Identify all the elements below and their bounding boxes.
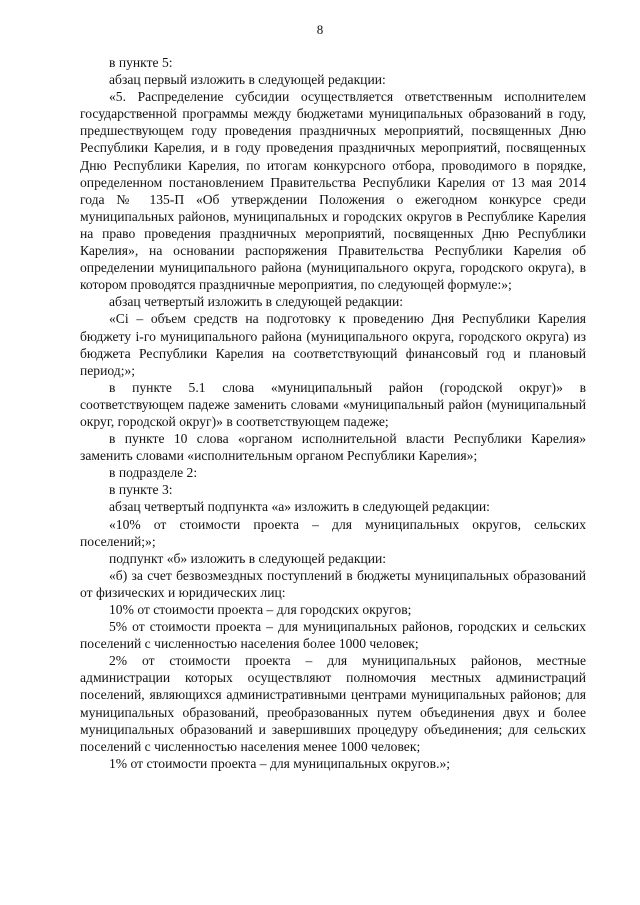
paragraph: «10% от стоимости проекта – для муниципальных округов, сельских поселений;»; [80, 516, 586, 549]
paragraph: 10% от стоимости проекта – для городских округов; [109, 602, 412, 617]
paragraph: абзац четвертый подпункта «а» изложить в следующей редакции: [109, 499, 490, 515]
paragraph: 2% от стоимости проекта – для муниципальных районов, местные администрации которых осуществляют полномочия местных администраций поселений, являющихся административными центрами муниципальных районов; для муниципальных образований, преобразованных путем объединения двух и более муниципальных образований и завершивших процедуру объединения; для сельских поселений с численностью населения менее 1000 человек; [80, 653, 586, 754]
page-number: 8 [316, 22, 324, 37]
paragraph: в пункте 10 слова «органом исполнительной власти Республики Карелия» заменить словами «исполнительным органом Республики Карелия»; [80, 431, 586, 464]
paragraph: «Ci – объем средств на подготовку к проведению Дня Республики Карелия бюджету i-го муниципального района (муниципального округа, городского округа) из бюджета Республики Карелия на соответствующий финансовый год и плановый период;»; [80, 311, 586, 378]
paragraph: 5% от стоимости проекта – для муниципальных районов, городских и сельских поселений с численностью населения более 1000 человек; [80, 619, 586, 652]
paragraph: абзац четвертый изложить в следующей редакции: [109, 294, 404, 310]
paragraph: в пункте 3: [109, 482, 173, 498]
paragraph: в пункте 5.1 слова «муниципальный район (городской округ)» в соответствующем падеже заменить словами «муниципальный район (муниципальный округ, городской округ)» в соответствующем падеже; [80, 379, 586, 429]
paragraph: 1% от стоимости проекта – для муниципальных округов.»; [109, 755, 451, 771]
paragraph: в подразделе 2: [109, 465, 198, 481]
paragraph: «б) за счет безвозмездных поступлений в бюджеты муниципальных образований от физических и юридических лиц: [80, 567, 586, 600]
paragraph: подпункт «б» изложить в следующей редакции: [109, 550, 387, 566]
paragraph: в пункте 5: [109, 55, 173, 70]
paragraph: «5. Распределение субсидии осуществляется ответственным исполнителем государственной программы между бюджетами муниципальных образований в году, предшествующем году проведения праздничных мероприятий, посвященных Дню Республики Карелия, и в году проведения праздничных мероприятий, посвященных Дню Республики Карелия, по итогам конкурсного отбора, проводимого в порядке, определенном постановлением Правительства Республики Карелия от 13 мая 2014 года № 135-П «Об утверждении Положения о ежегодном конкурсе среди муниципальных районов, муниципальных и городских округов в Республике Карелия на право проведения праздничных мероприятий, посвященных Дню Республики Карелия», на основании распоряжения Правительства Республики Карелия об определении муниципального района (муниципального округа, городского округа), в котором проводятся праздничные мероприятия, по следующей формуле:»; [80, 89, 586, 293]
paragraph: абзац первый изложить в следующей редакции: [109, 72, 386, 88]
document-body [80, 54, 586, 772]
